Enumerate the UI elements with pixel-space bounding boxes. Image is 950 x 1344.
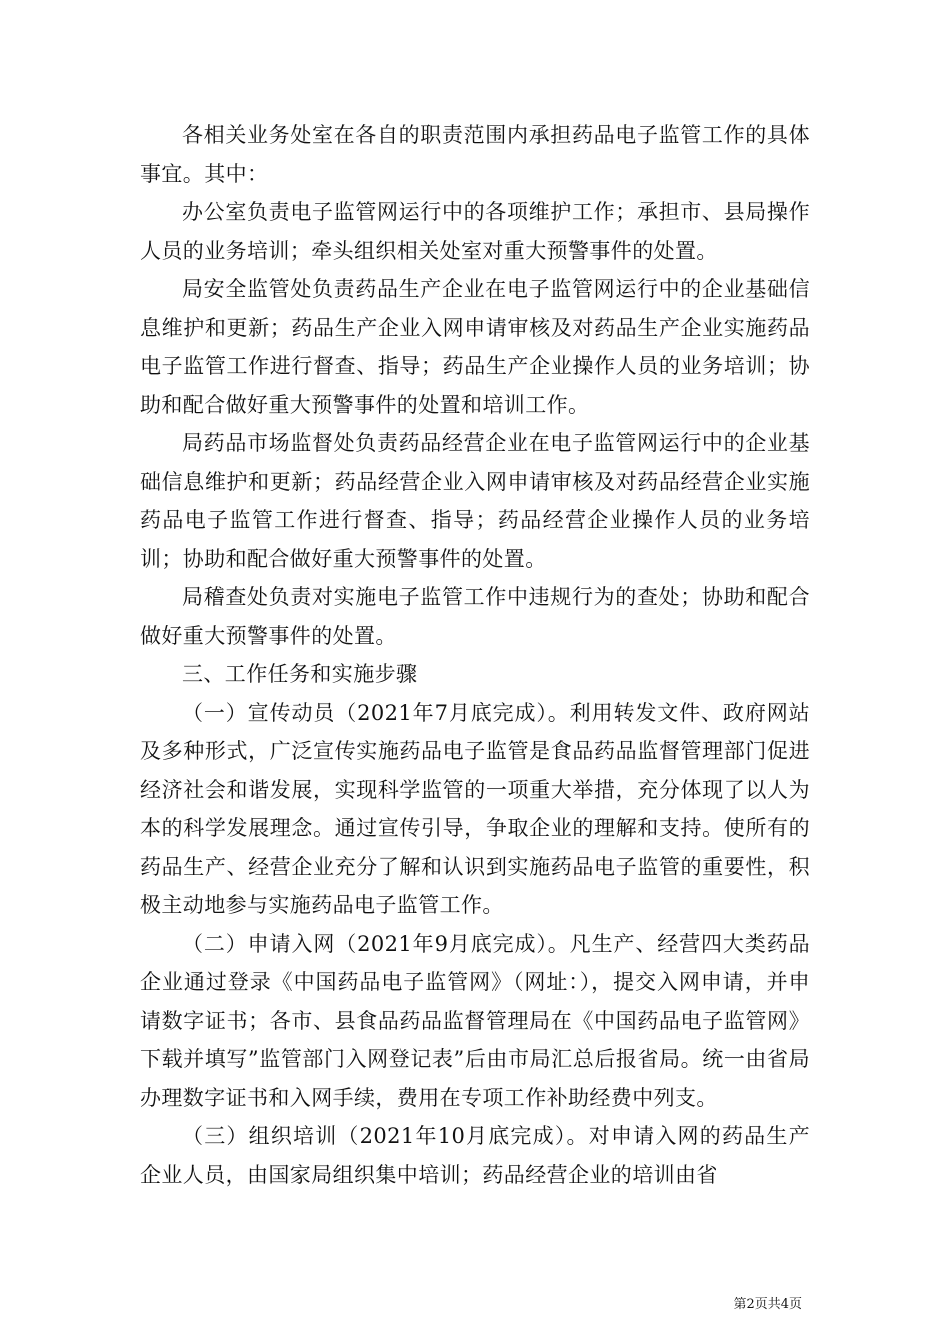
paragraph-publicity: （一）宣传动员（2021年7月底完成）。利用转发文件、政府网站及多种形式，广泛宣传实施药品电子监管是食品药品监督管理部门促进经济社会和谐发展，实现科学监管的一项重大举措，充分体现了以人为本的科学发展理念。通过宣传引导，争取企业的理解和支持。使所有的药品生产、经营企业充分了解和认识到实施药品电子监管的重要性，积极主动地参与实施药品电子监管工作。: [140, 700, 810, 917]
paragraph-office: 办公室负责电子监管网运行中的各项维护工作；承担市、县局操作人员的业务培训；牵头组织相关处室对重大预警事件的处置。: [140, 200, 810, 263]
paragraph-inspection: 局稽查处负责对实施电子监管工作中违规行为的查处；协助和配合做好重大预警事件的处置。: [140, 585, 810, 648]
page-number: 第2页共4页: [733, 1297, 802, 1312]
paragraph-safety-supervision: 局安全监管处负责药品生产企业在电子监管网运行中的企业基础信息维护和更新；药品生产企业入网申请审核及对药品生产企业实施药品电子监管工作进行督查、指导；药品生产企业操作人员的业务培训；协助和配合做好重大预警事件的处置和培训工作。: [140, 277, 810, 417]
paragraph-network-application: （二）申请入网（2021年9月底完成）。凡生产、经营四大类药品企业通过登录《中国药品电子监管网》（网址：），提交入网申请，并申请数字证书；各市、县食品药品监督管理局在《中国药品电子监管网》下载并填写”监管部门入网登记表”后由市局汇总后报省局。统一由省局办理数字证书和入网手续，费用在专项工作补助经费中列支。: [140, 931, 810, 1110]
paragraph-intro: 各相关业务处室在各自的职责范围内承担药品电子监管工作的具体事宜。其中：: [140, 123, 810, 186]
section-heading: 三、工作任务和实施步骤: [182, 662, 418, 686]
paragraph-training: （三）组织培训（2021年10月底完成）。对申请入网的药品生产企业人员，由国家局组织集中培训；药品经营企业的培训由省: [140, 1124, 810, 1187]
paragraph-market-supervision: 局药品市场监督处负责药品经营企业在电子监管网运行中的企业基础信息维护和更新；药品经营企业入网申请审核及对药品经营企业实施药品电子监管工作进行督查、指导；药品经营企业操作人员的业务培训；协助和配合做好重大预警事件的处置。: [140, 431, 810, 571]
document-body: [140, 116, 810, 1194]
